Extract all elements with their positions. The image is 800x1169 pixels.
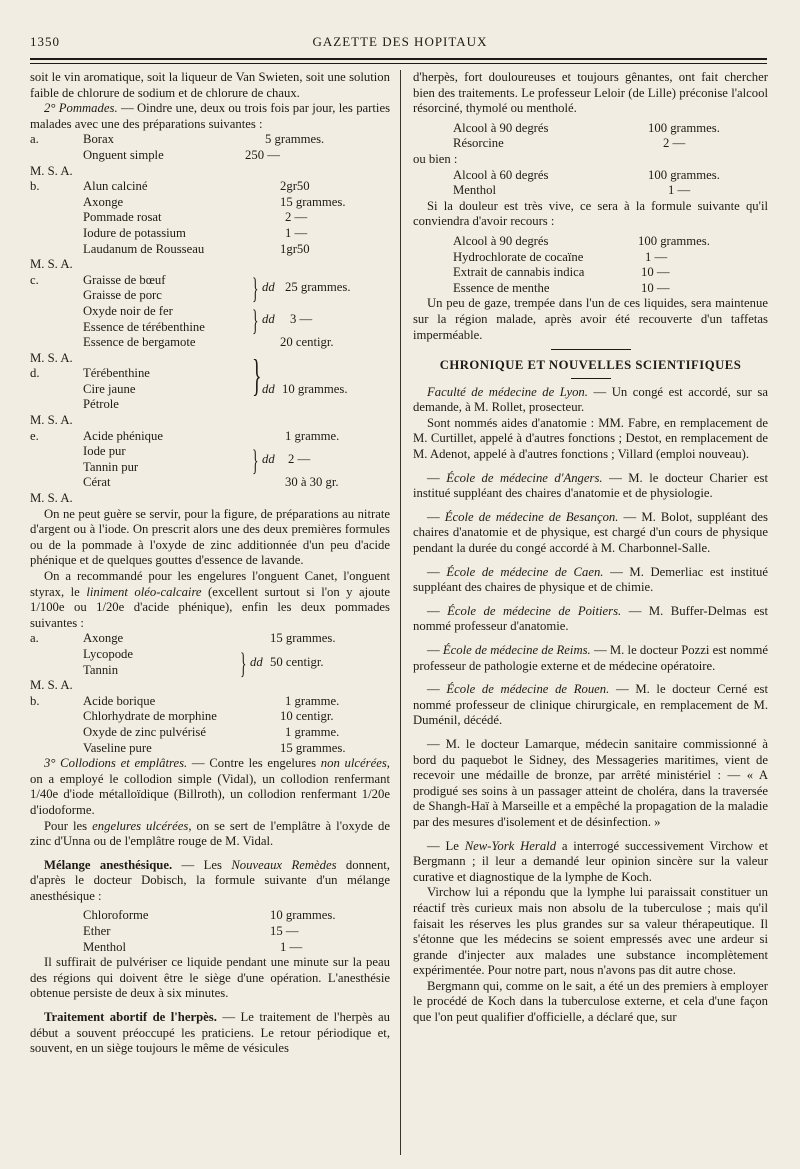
quantity: 30 à 30 gr. xyxy=(285,475,339,490)
quantity: 10 — xyxy=(641,265,670,280)
text: — M. Buffer-Delmas est nommé professeur d'anatomie. xyxy=(413,603,768,634)
news-item: Bergmann qui, comme on le sait, a été un des premiers à employer le procédé de Koch dans la tuberculose externe, et cela d'une façon que l'on peut qualifier d'officielle, a déclaré que, sur xyxy=(413,978,768,1025)
formula-e xyxy=(30,429,390,491)
text: — Un congé est accordé, sur sa demande, à M. Rollet, prosecteur. xyxy=(413,384,768,415)
text: — Les xyxy=(172,857,232,872)
text: — Le traitement de l'herpès au début a souvent préoccupé les praticiens. Le retour périodique et, souvent, en un siège toujours le même de vésicules xyxy=(30,1010,391,1056)
prescription-ms: M. S. A. xyxy=(30,678,73,693)
text: Pour les xyxy=(44,818,93,833)
italic-term: engelures ulcérées, xyxy=(92,818,192,833)
quantity: 100 grammes. xyxy=(638,233,710,248)
ingredient: Alcool à 60 degrés xyxy=(453,167,549,182)
column-divider xyxy=(400,70,401,1155)
ingredient: Menthol xyxy=(453,183,496,198)
quantity: 2gr50 xyxy=(280,179,310,194)
ingredient: Laudanum de Rousseau xyxy=(83,241,205,256)
section-underline xyxy=(571,378,611,379)
dd-text: dd xyxy=(262,280,275,295)
text: — M. le docteur Charier est institué suppléant des chaires d'anatomie et de physiologie. xyxy=(413,470,769,501)
paragraph: On ne peut guère se servir, pour la figure, de préparations au nitrate d'argent ou à l'iode. On prescrit alors une des deux premières formules ou de la pommade à l'oxyde de zinc additionnée d'un peu d'acide phénique et de quelques gouttes d'essence de lavande. xyxy=(30,506,390,568)
quantity: 15 grammes. xyxy=(280,740,346,755)
text: — M. Bolot, suppléant des chaires d'anatomie et de physique, est chargé d'un cours de physique pendant la durée du congé accordé à M. Charbonnel-Salle. xyxy=(413,509,768,556)
paragraph xyxy=(30,569,390,631)
brace: } xyxy=(252,272,259,306)
news-item xyxy=(413,385,768,416)
ingredient: Cire jaune xyxy=(83,381,136,396)
paragraph: Si la douleur est très vive, ce sera à la formule suivante qu'il conviendra d'avoir recours : xyxy=(413,198,768,229)
ingredient: Chlorhydrate de morphine xyxy=(83,709,217,724)
news-item: — École de médecine de Besançon. — M. Bolot, suppléant des chaires d'anatomie et de physique, est chargé d'un cours de physique pendant la durée du congé accordé à M. Charbonnel-Salle. xyxy=(413,509,768,556)
ingredient: Menthol xyxy=(83,939,126,954)
quantity: 15 grammes. xyxy=(280,194,346,209)
formula-a2 xyxy=(30,631,390,678)
paragraph: soit le vin aromatique, soit la liqueur de Van Swieten, soit une solution faible de chlorure de sodium et de chlorure de chaux. xyxy=(30,70,390,100)
quantity: 1 — xyxy=(645,249,668,264)
prescription-ms: M. S. A. xyxy=(30,491,73,506)
quantity: 3 — xyxy=(290,311,313,326)
header-rule-thin xyxy=(30,63,767,64)
formula-letter: e. xyxy=(30,428,39,443)
news-heading: École de médecine de Caen. xyxy=(446,564,604,579)
section-title: CHRONIQUE ET NOUVELLES SCIENTIFIQUES xyxy=(439,358,742,373)
ingredient: Essence de menthe xyxy=(453,280,550,295)
formula-cocaine xyxy=(413,234,768,296)
ingredient: Acide phénique xyxy=(83,428,163,443)
formula-c xyxy=(30,273,390,351)
ingredient: Hydrochlorate de cocaïne xyxy=(453,249,584,264)
quantity: 250 — xyxy=(245,147,280,162)
dd-text: dd xyxy=(262,451,275,466)
news-item: Sont nommés aides d'anatomie : MM. Fabre, en remplacement de M. Curtillet, appelé à d'autres fonctions ; Destot, en remplacement de M. Adenot, appelé à d'autres fonctions ; Villard (emploi nouveau). xyxy=(413,415,768,462)
text: On a recommandé pour les engelures l'onguent Canet, l'onguent styrax, le xyxy=(30,569,390,599)
prescription-ms: M. S. A. xyxy=(30,257,73,272)
quantity: 15 — xyxy=(270,924,299,939)
formula-anesthetic xyxy=(30,908,390,955)
quantity: 50 centigr. xyxy=(270,654,324,669)
dd-label xyxy=(262,312,275,328)
paragraph xyxy=(30,819,390,850)
ingredient: Lycopode xyxy=(83,646,134,661)
paragraph: d'herpès, fort douloureuses et toujours gênantes, ont fait chercher bien des traitements. Le professeur Leloir (de Lille) préconise l'alcool résorciné, thymolé ou mentholé. xyxy=(413,70,768,116)
brace: } xyxy=(240,646,247,680)
article-heading: Mélange anesthésique. xyxy=(44,857,173,872)
quantity: 2 — xyxy=(285,210,308,225)
right-column xyxy=(413,70,768,1026)
italic-term: liniment oléo-calcaire xyxy=(86,584,202,599)
ingredient: Tannin xyxy=(83,662,119,677)
dd-text: dd xyxy=(262,311,275,326)
section-separator xyxy=(551,349,631,350)
ingredient: Graisse de porc xyxy=(83,288,162,303)
dd-label xyxy=(262,382,275,398)
formula-b2 xyxy=(30,694,390,756)
text: on se sert de l'emplâtre à l'oxyde de zinc d'Unna ou de l'emplâtre rouge de M. Vidal. xyxy=(30,818,391,849)
text: (excellent surtout si l'on y ajoute 1/100e ou 1/20e d'acide phénique), enfin les deux pommades suivantes : xyxy=(30,584,391,630)
news-item: — École de médecine de Rouen. — M. le docteur Cerné est nommé professeur de clinique chirurgicale, en remplacement de M. Duménil, décédé. xyxy=(413,682,768,728)
quantity: 5 grammes. xyxy=(265,132,325,147)
news-item: — École de médecine de Caen. — M. Demerliac est institué suppléant des chaires de physique et de chimie. xyxy=(413,564,769,595)
news-item: Virchow lui a répondu que la lymphe lui paraissait constituer un réactif très curieux mais non absolu de la tuberculose ; mais qu'il faisait les réserves les plus grandes sur sa valeur thérapeutique. Il s'étonne que les médecins se soient empressés avec une ardeur si grande d'injecter aux malades une substance incomplètement expérimentée. Pour notre part, nous n'avons pas dit autre chose. xyxy=(413,885,768,978)
formula-letter: c. xyxy=(30,272,39,287)
article-heading: Traitement abortif de l'herpès. xyxy=(44,1010,217,1025)
dd-label xyxy=(250,655,263,671)
ingredient: Axonge xyxy=(83,194,124,209)
paragraph xyxy=(30,858,390,905)
prescription-ms: M. S. A. xyxy=(30,163,73,178)
ingredient: Axonge xyxy=(83,631,124,646)
ingredient: Chloroforme xyxy=(83,908,149,923)
dd-label xyxy=(262,452,275,468)
ingredient: Alcool à 90 degrés xyxy=(453,120,549,135)
ingredient: Tannin pur xyxy=(83,459,139,474)
formula-b xyxy=(30,179,390,257)
prescription-ms: M. S. A. xyxy=(30,350,73,365)
header-rule xyxy=(30,58,767,60)
quantity: 20 centigr. xyxy=(280,335,334,350)
quantity: 1 — xyxy=(285,225,308,240)
ingredient: Térébenthine xyxy=(83,366,150,381)
news-item: — M. le docteur Lamarque, médecin sanitaire commissionné à bord du paquebot le Sidney, des Messageries maritimes, vient de recevoir une médaille de bronze, par arrêté ministériel : — « A prodigué ses soins à un passager atteint de choléra, dans la traversée de Shangh-Haï à Marseille et a empêché la propagation de la maladie par des mesures d'isolement et de désinfection. » xyxy=(413,736,768,829)
subsection-label: 2° Pommades. xyxy=(44,101,118,116)
news-item xyxy=(413,839,768,886)
dd-text: dd xyxy=(262,381,275,396)
ingredient: Cérat xyxy=(83,475,111,490)
ingredient: Iode pur xyxy=(83,444,126,459)
ingredient: Graisse de bœuf xyxy=(83,272,166,287)
italic-term: Nouveaux Remèdes xyxy=(231,857,337,872)
journal-title: GAZETTE DES HOPITAUX xyxy=(312,34,488,49)
quantity: 1 — xyxy=(668,183,691,198)
page-number: 1350 xyxy=(30,34,60,49)
news-item: — École de médecine de Poitiers. — M. Buffer-Delmas est nommé professeur d'anatomie. xyxy=(413,603,768,634)
or-label: ou bien : xyxy=(413,151,458,166)
text: — M. Demerliac est institué suppléant des chaires de physique et de chimie. xyxy=(413,564,769,595)
ingredient: Alcool à 90 degrés xyxy=(453,233,549,248)
ingredient: Alun calciné xyxy=(83,179,148,194)
news-heading: École de médecine de Reims. xyxy=(442,643,591,657)
ingredient: Pétrole xyxy=(83,397,119,412)
text: a interrogé successivement Virchow et Bergmann ; il leur a demandé leur opinion sincère sur la valeur curative et diagnostique de la lymphe de Koch. xyxy=(413,838,769,884)
paragraph xyxy=(30,101,390,132)
quantity: 10 grammes. xyxy=(270,908,336,923)
quantity: 25 grammes. xyxy=(285,280,351,295)
quantity: 1 gramme. xyxy=(285,724,340,739)
ingredient: Pommade rosat xyxy=(83,210,162,225)
formula-menthol xyxy=(413,168,768,199)
brace: } xyxy=(252,443,259,477)
text: on a employé le collodion simple (Vidal), un collodion renfermant 1/40e d'iode métalloïdique (Billroth), un collodion renfermant 1/20e d'iodoforme. xyxy=(30,771,390,817)
news-heading: École de médecine de Rouen. xyxy=(446,682,610,697)
quantity: 100 grammes. xyxy=(648,167,720,182)
quantity: 1 — xyxy=(280,939,303,954)
quantity: 2 — xyxy=(288,451,311,466)
formula-letter: b. xyxy=(30,179,40,194)
brace: } xyxy=(252,350,262,400)
formula-letter: d. xyxy=(30,366,40,381)
quantity: 10 centigr. xyxy=(280,709,334,724)
ingredient: Ether xyxy=(83,924,111,939)
subsection-label: 3° Collodions et emplâtres. xyxy=(44,756,188,771)
ingredient: Onguent simple xyxy=(83,147,164,162)
news-heading: École de médecine d'Angers. xyxy=(446,470,603,485)
formula-a xyxy=(30,132,390,163)
left-column xyxy=(30,70,390,1057)
quantity: 15 grammes. xyxy=(270,631,336,646)
paragraph-text: — Oindre une, deux ou trois fois par jour, les parties malades avec une des préparations suivantes : xyxy=(30,101,391,131)
ingredient: Essence de bergamote xyxy=(83,335,196,350)
text: — Le xyxy=(427,838,465,853)
news-heading: École de médecine de Poitiers. xyxy=(447,603,622,618)
quantity: 10 grammes. xyxy=(282,381,348,396)
news-heading: Faculté de médecine de Lyon. xyxy=(427,384,588,399)
news-heading: École de médecine de Besançon. xyxy=(444,509,619,524)
formula-letter: a. xyxy=(30,631,39,646)
ingredient: Essence de térébenthine xyxy=(83,319,205,334)
formula-letter: b. xyxy=(30,693,40,708)
ingredient: Résorcine xyxy=(453,136,504,151)
ingredient: Iodure de potassium xyxy=(83,225,186,240)
news-item: — École de médecine d'Angers. — M. le docteur Charier est institué suppléant des chaires d'anatomie et de physiologie. xyxy=(413,470,769,501)
quantity: 1 gramme. xyxy=(285,693,340,708)
dd-label xyxy=(262,280,275,296)
dd-text: dd xyxy=(250,654,263,669)
paragraph: Un peu de gaze, trempée dans l'un de ces liquides, sera maintenue sur la région malade, après avoir été recouverte d'un taffetas imperméable. xyxy=(413,296,768,342)
paragraph xyxy=(30,756,390,818)
news-item: — École de médecine de Reims. — M. le docteur Pozzi est nommé professeur de pathologie externe et de médecine opératoire. xyxy=(413,643,768,673)
formula-letter: a. xyxy=(30,132,39,147)
quantity: 1gr50 xyxy=(280,241,310,256)
paragraph xyxy=(30,1010,390,1057)
ingredient: Borax xyxy=(83,132,115,147)
running-header xyxy=(0,34,800,54)
brace: } xyxy=(252,303,259,337)
quantity: 100 grammes. xyxy=(648,120,720,135)
ingredient: Vaseline pure xyxy=(83,740,152,755)
text: — M. le docteur Cerné est nommé professeur de clinique chirurgicale, en remplacement de M. Duménil, décédé. xyxy=(413,682,768,728)
text: donnent, d'après le docteur Dobisch, la formule suivante d'un mélange anesthésique : xyxy=(30,857,390,903)
prescription-ms: M. S. A. xyxy=(30,413,73,428)
text: — M. le docteur Pozzi est nommé professeur de pathologie externe et de médecine opératoire. xyxy=(413,643,768,673)
ingredient: Extrait de cannabis indica xyxy=(453,265,585,280)
newspaper-name: New-York Herald xyxy=(464,838,557,853)
italic-term: non ulcérées, xyxy=(320,756,390,771)
text: — Contre les engelures xyxy=(187,756,321,771)
formula-resorcine xyxy=(413,121,768,152)
ingredient: Oxyde noir de fer xyxy=(83,303,173,318)
paragraph: Il suffirait de pulvériser ce liquide pendant une minute sur la peau des régions qui doivent être le siège d'une opération. L'anesthésie obtenue persiste de deux à six minutes. xyxy=(30,955,390,1001)
ingredient: Acide borique xyxy=(83,693,156,708)
quantity: 10 — xyxy=(641,280,670,295)
quantity: 2 — xyxy=(663,136,686,151)
quantity: 1 gramme. xyxy=(285,428,340,443)
ingredient: Oxyde de zinc pulvérisé xyxy=(83,724,206,739)
